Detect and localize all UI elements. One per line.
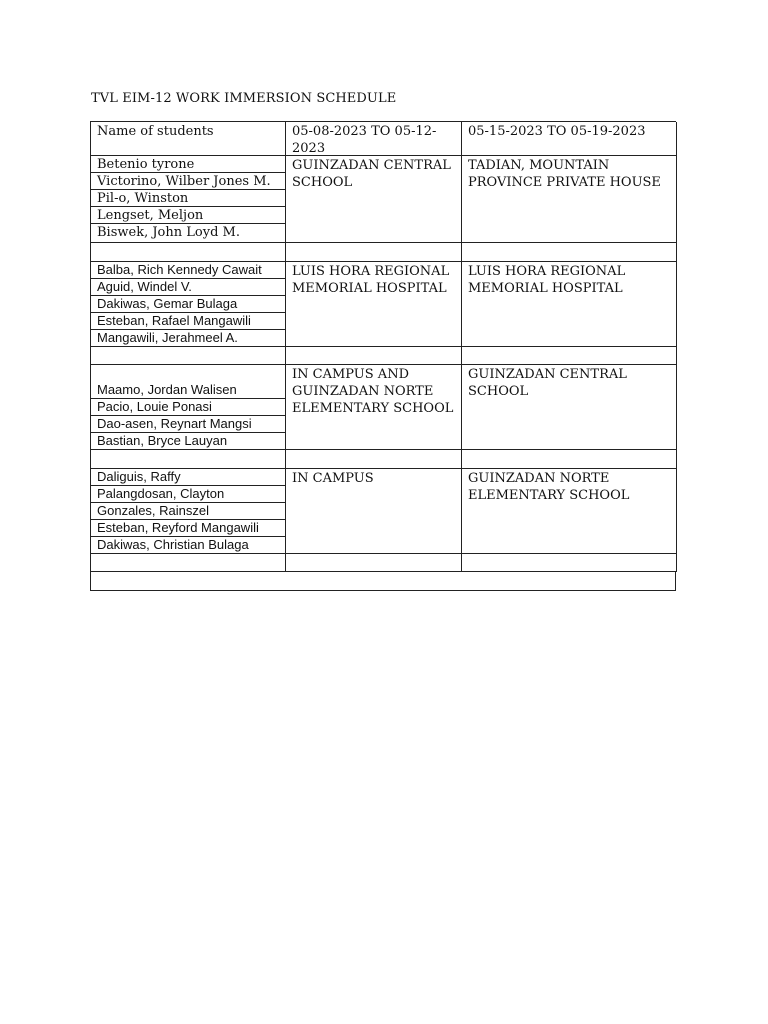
document-title: TVL EIM-12 WORK IMMERSION SCHEDULE [91,91,397,106]
student-list [91,365,286,450]
header-week-1: 05-08-2023 TO 05-12-2023 [286,122,462,156]
student-list [91,469,286,554]
week-2-placement: LUIS HORA REGIONAL MEMORIAL HOSPITAL [462,262,677,347]
student-name: Betenio tyrone [91,156,285,173]
header-week-2: 05-15-2023 TO 05-19-2023 [462,122,677,156]
student-name: Biswek, John Loyd M. [97,225,240,240]
student-name: Aguid, Windel V. [91,279,285,296]
header-row [90,121,676,156]
schedule-table [90,121,676,591]
group-row-4 [90,469,676,554]
spacer-row [90,347,676,365]
week-2-placement: TADIAN, MOUNTAIN PROVINCE PRIVATE HOUSE [462,156,677,243]
student-name: Dakiwas, Gemar Bulaga [91,296,285,313]
student-name: Dao-asen, Reynart Mangsi [91,416,285,433]
group-row-1 [90,156,676,243]
student-name: Lengset, Meljon [91,207,285,224]
week-2-placement: GUINZADAN CENTRAL SCHOOL [462,365,677,450]
week-1-placement: IN CAMPUS [286,469,462,554]
header-name-of-students: Name of students [91,122,286,156]
student-name: Bastian, Bryce Lauyan [97,433,228,448]
student-name: Gonzales, Rainszel [91,503,285,520]
group-row-2 [90,262,676,347]
student-name: Pacio, Louie Ponasi [91,399,285,416]
student-name: Esteban, Reyford Mangawili [91,520,285,537]
spacer-row [90,450,676,469]
spacer-row [90,554,676,572]
week-2-placement: GUINZADAN NORTE ELEMENTARY SCHOOL [462,469,677,554]
spacer-row [90,243,676,262]
student-name: Palangdosan, Clayton [91,486,285,503]
student-name: Victorino, Wilber Jones M. [91,173,285,190]
week-1-placement: GUINZADAN CENTRAL SCHOOL [286,156,462,243]
empty-full-width-row [90,572,676,591]
student-name: Daliguis, Raffy [91,469,285,486]
student-name: Mangawili, Jerahmeel A. [97,330,238,345]
student-list [91,156,286,243]
group-row-3 [90,365,676,450]
week-1-placement: IN CAMPUS AND GUINZADAN NORTE ELEMENTARY SCHOOL [286,365,462,450]
student-list [91,262,286,347]
student-name: Pil-o, Winston [91,190,285,207]
student-name: Dakiwas, Christian Bulaga [97,537,249,552]
student-name: Esteban, Rafael Mangawili [91,313,285,330]
student-name: Balba, Rich Kennedy Cawait [91,262,285,279]
student-name [91,365,285,382]
student-name: Maamo, Jordan Walisen [91,382,285,399]
week-1-placement: LUIS HORA REGIONAL MEMORIAL HOSPITAL [286,262,462,347]
